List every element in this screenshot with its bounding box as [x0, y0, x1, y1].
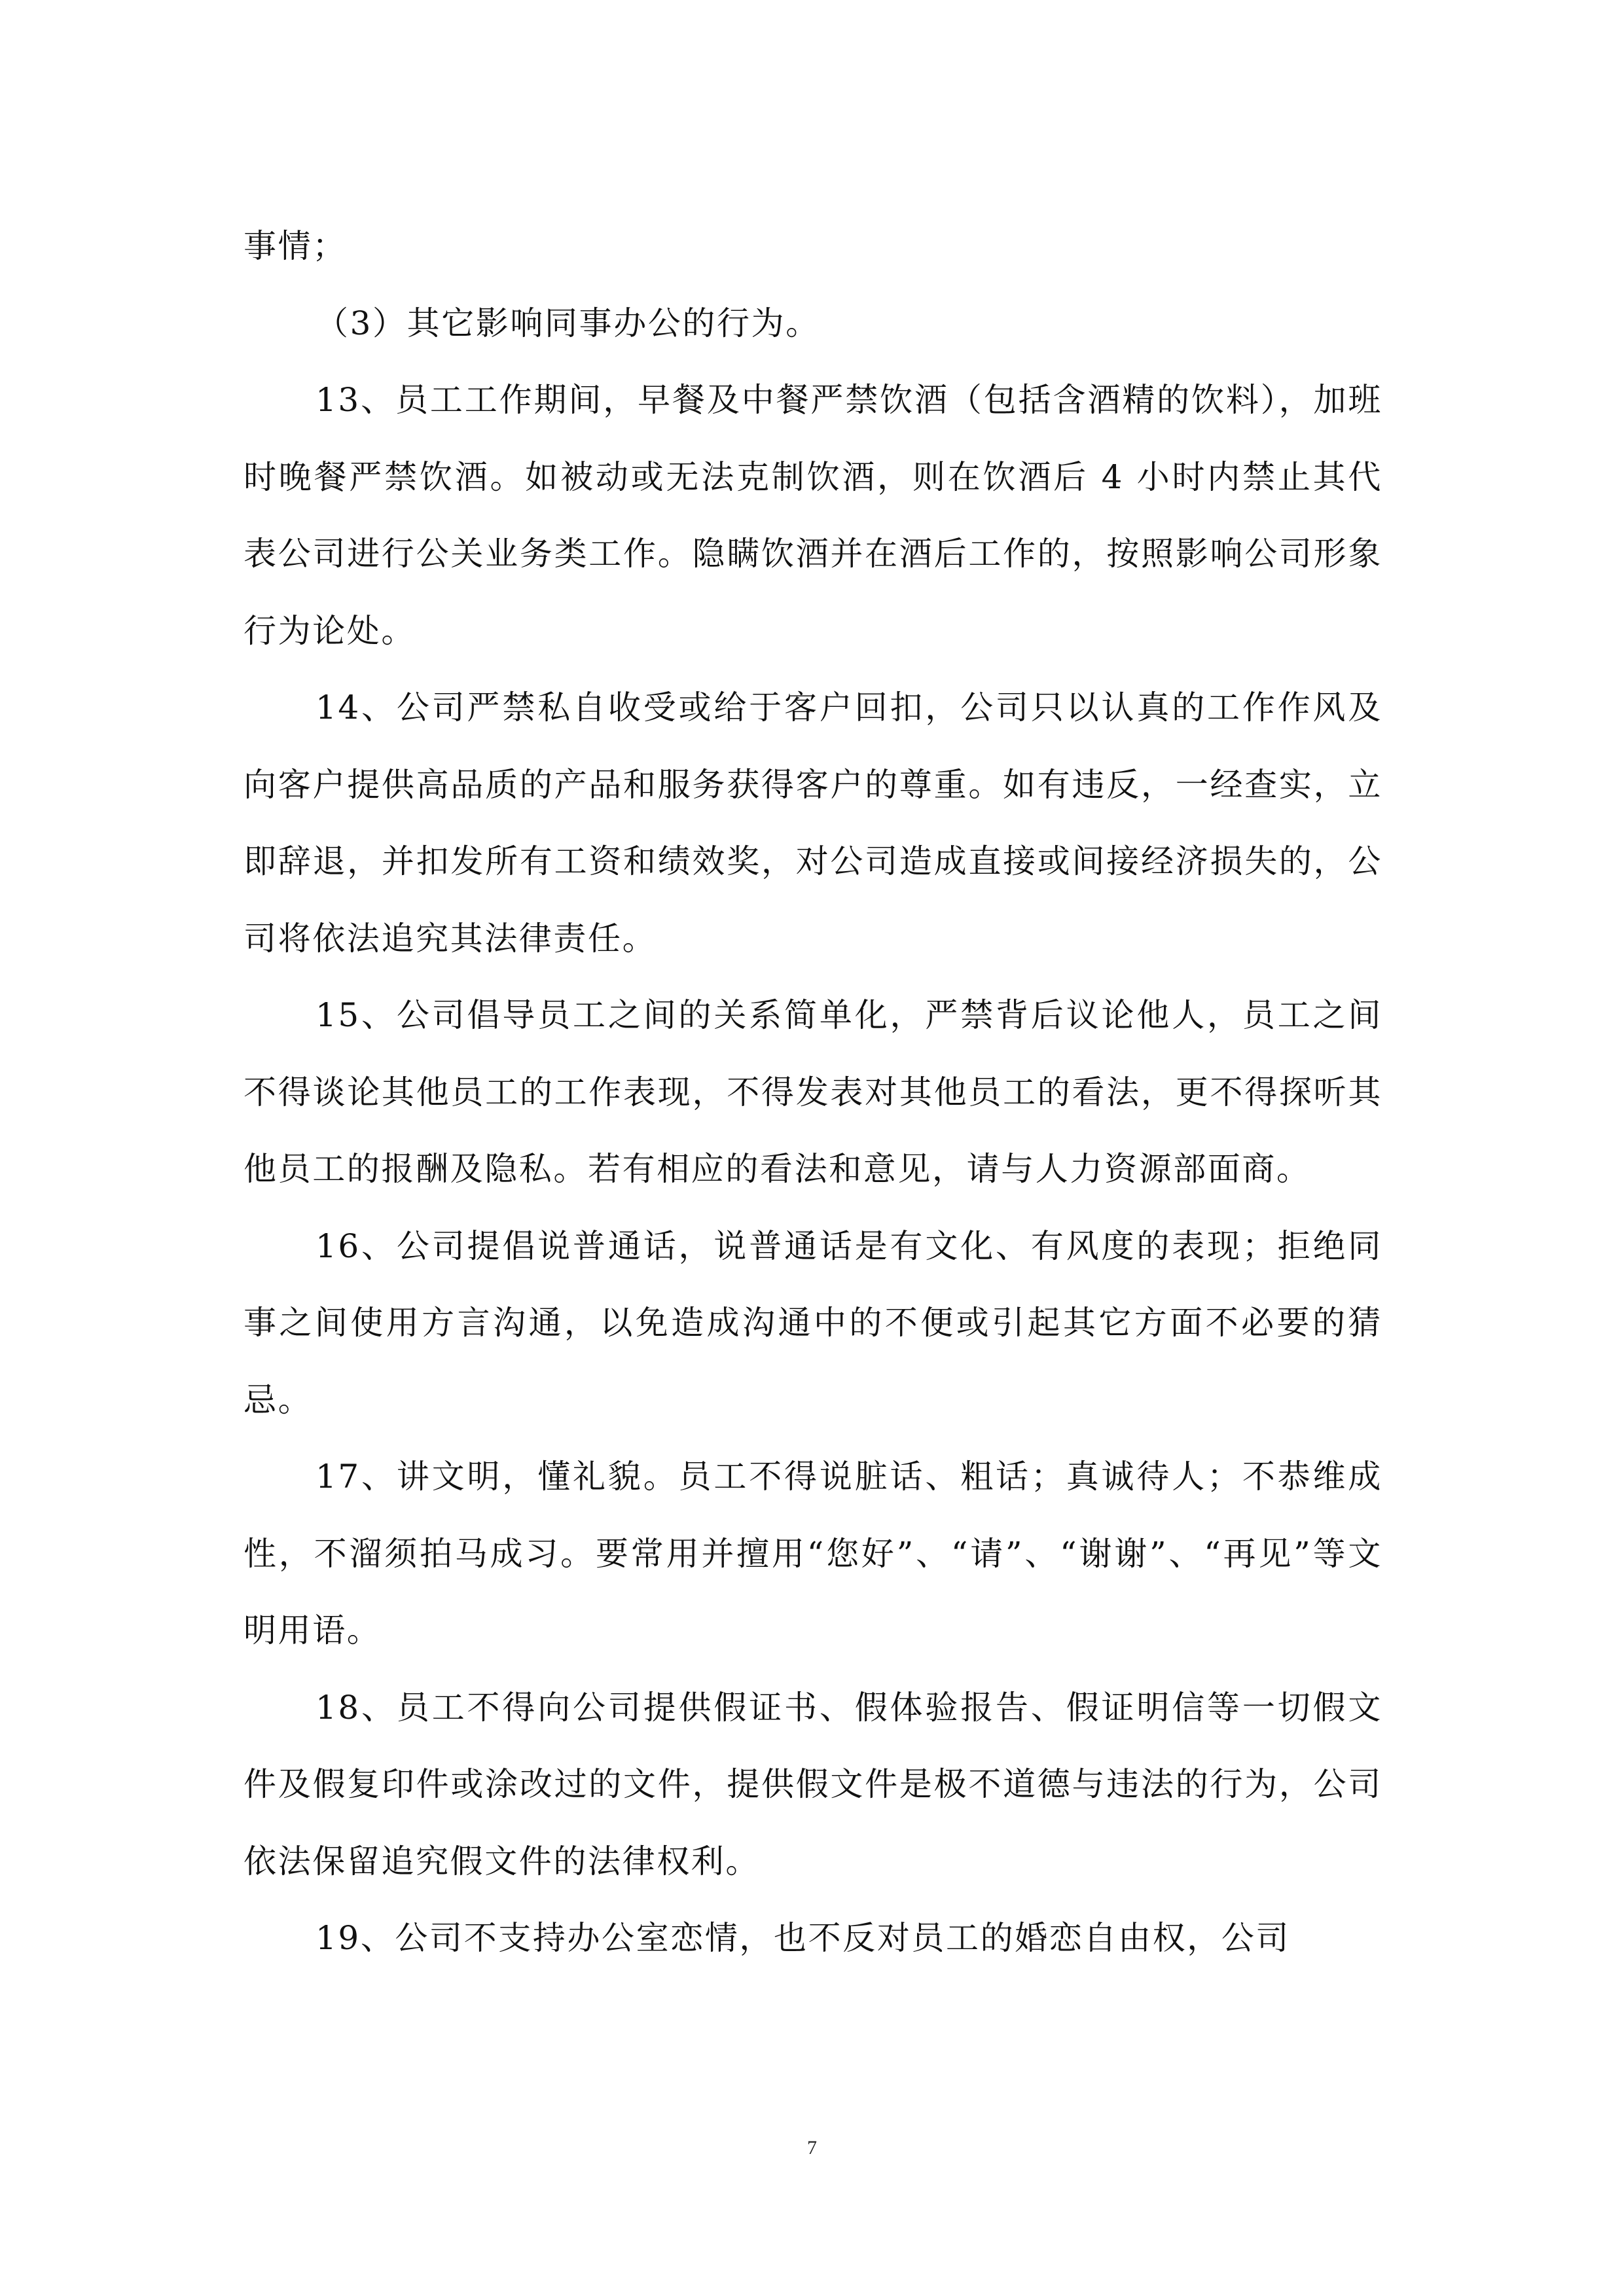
- paragraph-item-3: （3）其它影响同事办公的行为。: [316, 304, 820, 342]
- paragraph-continuation: 事情；: [244, 227, 347, 265]
- paragraph-rule-19: 19、公司不支持办公室恋情，也不反对员工的婚恋自由权，公司: [316, 1919, 1291, 1957]
- paragraph-rule-15: 15、公司倡导员工之间的关系简单化，严禁背后议论他人，员工之间不得谈论其他员工的工作表现，不得发表对其他员工的看法，更不得探听其他员工的报酬及隐私。若有相应的看法和意见，请与人力资源部面商。: [244, 996, 1382, 1188]
- paragraph-rule-13: 13、员工工作期间，早餐及中餐严禁饮酒（包括含酒精的饮料），加班时晚餐严禁饮酒。如被动或无法克制饮酒，则在饮酒后 4 小时内禁止其代表公司进行公关业务类工作。隐瞒饮酒并在酒后工作的，按照影响公司形象行为论处。: [244, 381, 1382, 650]
- paragraph-rule-14: 14、公司严禁私自收受或给于客户回扣，公司只以认真的工作作风及向客户提供高品质的产品和服务获得客户的尊重。如有违反，一经查实，立即辞退，并扣发所有工资和绩效奖，对公司造成直接或间接经济损失的，公司将依法追究其法律责任。: [244, 689, 1382, 958]
- paragraph-rule-16: 16、公司提倡说普通话，说普通话是有文化、有风度的表现；拒绝同事之间使用方言沟通，以免造成沟通中的不便或引起其它方面不必要的猜忌。: [244, 1227, 1382, 1419]
- body-text: [244, 208, 1382, 1977]
- paragraph-rule-17: 17、讲文明，懂礼貌。员工不得说脏话、粗话；真诚待人；不恭维成性，不溜须拍马成习。要常用并擅用“您好”、“请”、“谢谢”、“再见”等文明用语。: [244, 1458, 1382, 1649]
- paragraph-rule-18: 18、员工不得向公司提供假证书、假体验报告、假证明信等一切假文件及假复印件或涂改过的文件，提供假文件是极不道德与违法的行为，公司依法保留追究假文件的法律权利。: [244, 1688, 1382, 1880]
- page-number: 7: [807, 2137, 817, 2159]
